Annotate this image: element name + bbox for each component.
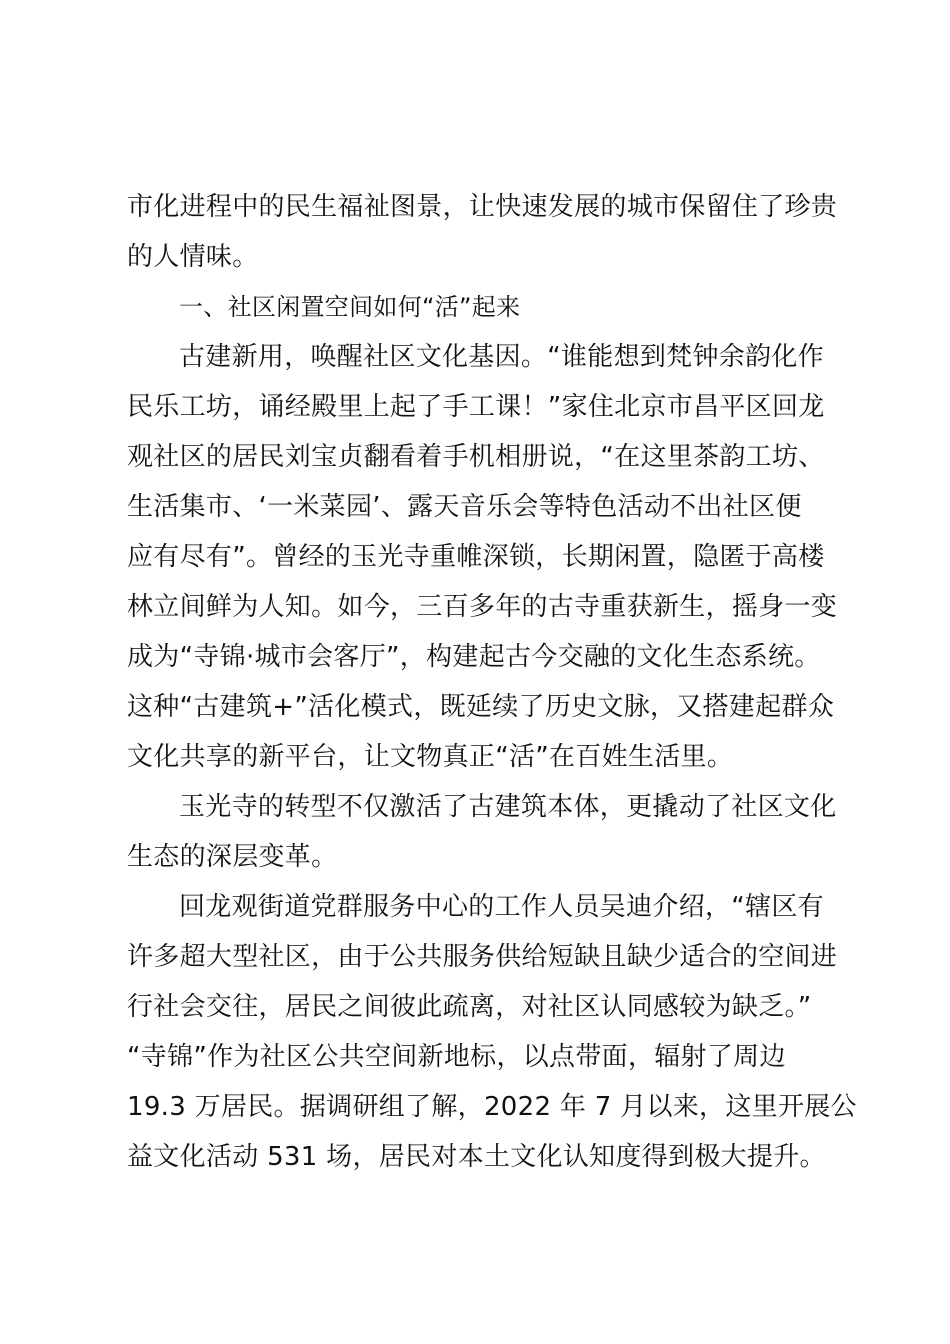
body-text-line: 生态的深层变革。 bbox=[127, 842, 338, 872]
body-text-line: 玉光寺的转型不仅激活了古建筑本体，更撬动了社区文化 bbox=[179, 792, 837, 822]
body-text-line: 市化进程中的民生福祉图景，让快速发展的城市保留住了珍贵 bbox=[127, 192, 838, 222]
body-text-line: 益文化活动 531 场，居民对本土文化认知度得到极大提升。 bbox=[127, 1142, 826, 1172]
body-text-line: 观社区的居民刘宝贞翻看着手机相册说，“在这里茶韵工坊、 bbox=[127, 442, 825, 472]
body-text-line: 回龙观街道党群服务中心的工作人员吴迪介绍，“辖区有 bbox=[179, 892, 824, 922]
body-text-line: 19.3 万居民。据调研组了解，2022 年 7 月以来，这里开展公 bbox=[127, 1092, 857, 1122]
body-text-line: 生活集市、‘一米菜园’、露天音乐会等特色活动不出社区便 bbox=[127, 492, 802, 522]
body-text-line: 的人情味。 bbox=[127, 242, 259, 272]
body-text-line: 古建新用，唤醒社区文化基因。“谁能想到梵钟余韵化作 bbox=[179, 342, 824, 372]
body-text-line: 应有尽有”。曾经的玉光寺重帷深锁，长期闲置，隐匿于高楼 bbox=[127, 542, 825, 572]
body-text-line: 林立间鲜为人知。如今，三百多年的古寺重获新生，摇身一变 bbox=[127, 592, 838, 622]
body-text-line: 许多超大型社区，由于公共服务供给短缺且缺少适合的空间进 bbox=[127, 942, 838, 972]
body-text-line: “寺锦”作为社区公共空间新地标，以点带面，辐射了周边 bbox=[127, 1042, 786, 1072]
section-heading: 一、社区闲置空间如何“活”起来 bbox=[179, 293, 521, 321]
body-text-line: 成为“寺锦·城市会客厅”，构建起古今交融的文化生态系统。 bbox=[127, 642, 821, 672]
body-text-line: 文化共享的新平台，让文物真正“活”在百姓生活里。 bbox=[127, 742, 734, 772]
body-text-line: 这种“古建筑+”活化模式，既延续了历史文脉，又搭建起群众 bbox=[127, 692, 835, 722]
body-text-line: 民乐工坊，诵经殿里上起了手工课！”家住北京市昌平区回龙 bbox=[127, 392, 825, 422]
body-text-line: 行社会交往，居民之间彼此疏离，对社区认同感较为缺乏。” bbox=[127, 992, 812, 1022]
